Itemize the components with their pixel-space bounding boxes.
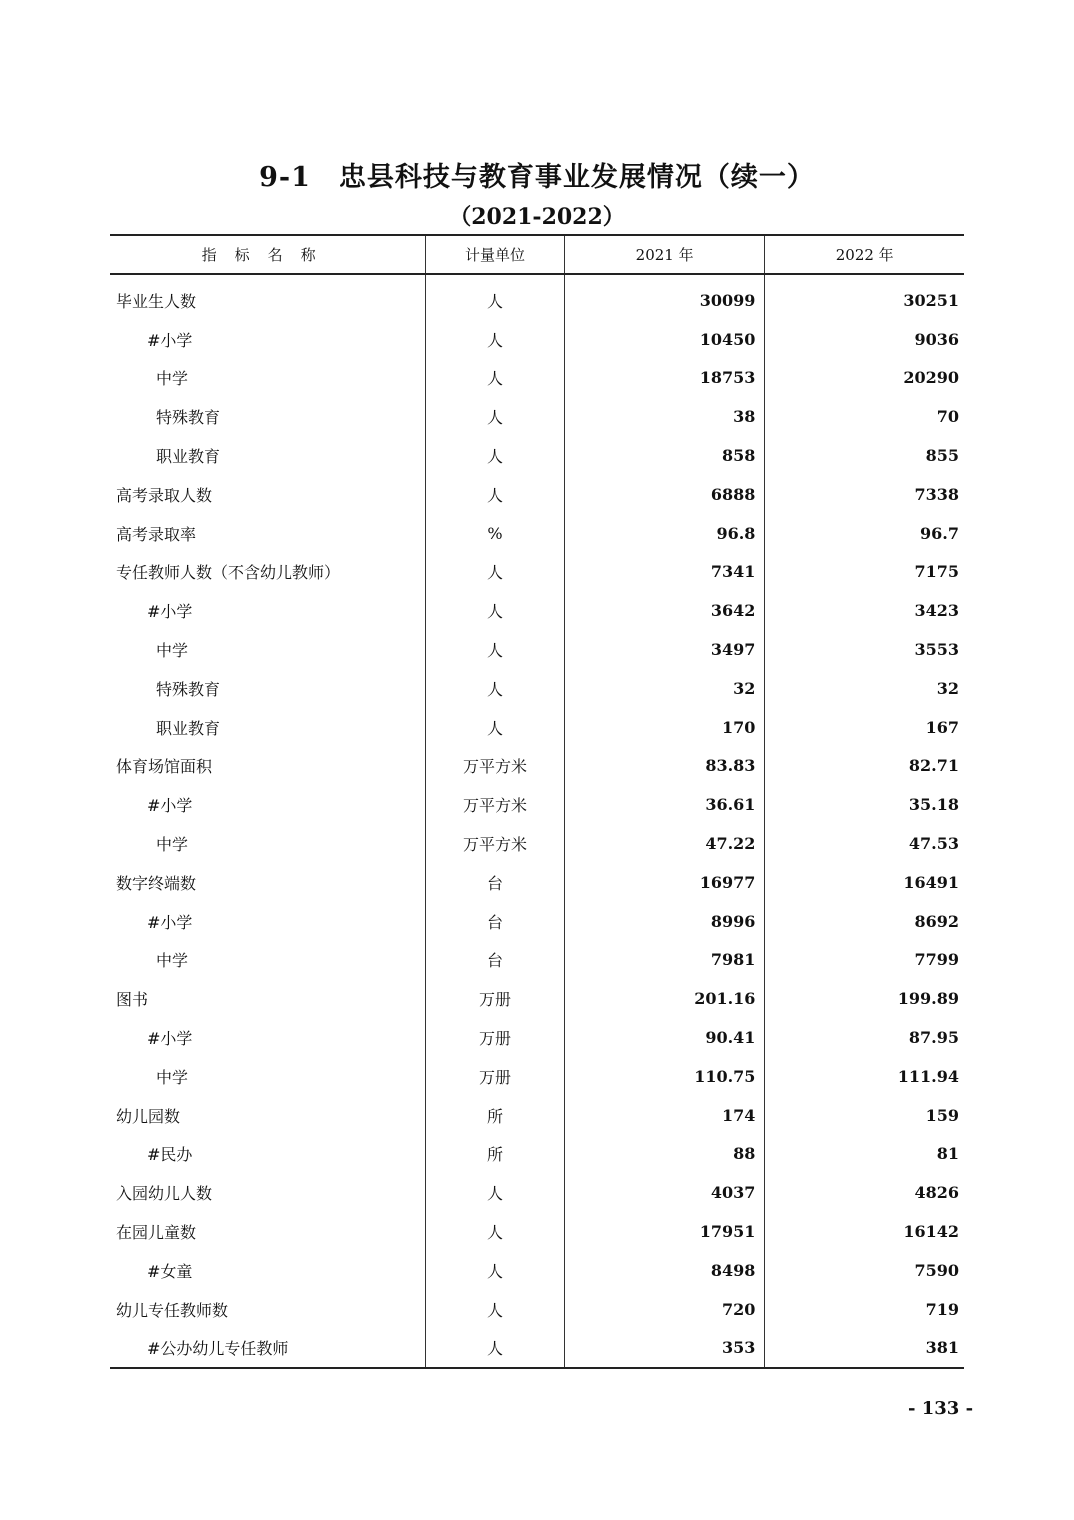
- row-name: 幼儿专任教师数: [116, 1300, 229, 1320]
- table-row: [110, 436, 964, 475]
- row-name: 图书: [116, 990, 149, 1010]
- row-name: 专任教师人数（不含幼儿教师）: [116, 563, 341, 583]
- row-unit: 所: [426, 1096, 565, 1135]
- row-name: 高考录取人数: [116, 485, 213, 505]
- value-2021: 858: [564, 436, 765, 475]
- row-name: 在园儿童数: [116, 1223, 197, 1243]
- table-row: [110, 979, 964, 1018]
- table-row: [110, 397, 964, 436]
- row-name: 中学: [156, 1067, 189, 1087]
- row-unit: 万平方米: [426, 747, 565, 786]
- row-name: 职业教育: [156, 718, 221, 738]
- value-2021: 353: [564, 1329, 765, 1369]
- row-unit: 人: [426, 1329, 565, 1369]
- value-2022: 30251: [765, 274, 964, 320]
- value-2022: 35.18: [765, 785, 964, 824]
- value-2021: 7981: [564, 941, 765, 980]
- header-row: [110, 235, 964, 274]
- row-name: #公办幼儿专任教师: [110, 1329, 426, 1369]
- table-row: [110, 591, 964, 630]
- row-unit: 万平方米: [426, 785, 565, 824]
- value-2022: 719: [765, 1290, 964, 1329]
- value-2022: 111.94: [765, 1057, 964, 1096]
- header-name: 指标名称: [110, 235, 426, 274]
- table-row: [110, 514, 964, 553]
- header-2022: 2022 年: [765, 235, 964, 274]
- table-row: [110, 475, 964, 514]
- row-name: #小学: [147, 1029, 193, 1049]
- row-name: 特殊教育: [156, 408, 221, 428]
- table-row: [110, 553, 964, 592]
- value-2022: 16491: [765, 863, 964, 902]
- value-2021: 30099: [564, 274, 765, 320]
- year-range-subtitle: （2021-2022）: [449, 204, 625, 230]
- value-2021: 90.41: [564, 1018, 765, 1057]
- table-row: [110, 941, 964, 980]
- value-2022: 4826: [765, 1173, 964, 1212]
- table-row: [110, 1135, 964, 1174]
- value-2022: 16142: [765, 1212, 964, 1251]
- row-name: 中学: [156, 835, 189, 855]
- page-number: - 133 -: [908, 1398, 974, 1419]
- value-2022: 381: [765, 1329, 964, 1369]
- value-2021: 88: [564, 1135, 765, 1174]
- row-name: 中学: [156, 641, 189, 661]
- row-name: 中学: [156, 951, 189, 971]
- value-2022: 855: [765, 436, 964, 475]
- table-row: [110, 1173, 964, 1212]
- table-row: [110, 824, 964, 863]
- row-name: 高考录取率: [116, 524, 197, 544]
- value-2022: 9036: [765, 320, 964, 359]
- row-unit: 万册: [426, 1057, 565, 1096]
- row-name: #小学: [147, 912, 193, 932]
- value-2022: 3423: [765, 591, 964, 630]
- row-unit: 人: [426, 591, 565, 630]
- value-2021: 83.83: [564, 747, 765, 786]
- row-unit: 人: [426, 630, 565, 669]
- table-row: [110, 320, 964, 359]
- row-unit: 万平方米: [426, 824, 565, 863]
- row-unit: 人: [426, 475, 565, 514]
- value-2021: 3642: [564, 591, 765, 630]
- value-2021: 6888: [564, 475, 765, 514]
- row-name: 职业教育: [156, 447, 221, 467]
- row-name: 中学: [156, 369, 189, 389]
- value-2021: 720: [564, 1290, 765, 1329]
- value-2021: 32: [564, 669, 765, 708]
- value-2022: 81: [765, 1135, 964, 1174]
- table-row: [110, 1251, 964, 1290]
- row-name: 入园幼儿人数: [116, 1184, 213, 1204]
- table-row: [110, 1329, 964, 1369]
- table-row: [110, 785, 964, 824]
- row-unit: 人: [426, 708, 565, 747]
- value-2021: 174: [564, 1096, 765, 1135]
- table-row: [110, 1018, 964, 1057]
- value-2021: 8498: [564, 1251, 765, 1290]
- row-name: 幼儿园数: [116, 1106, 181, 1126]
- value-2021: 110.75: [564, 1057, 765, 1096]
- table-row: [110, 1290, 964, 1329]
- value-2022: 7338: [765, 475, 964, 514]
- row-name: 数字终端数: [116, 873, 197, 893]
- value-2022: 7175: [765, 553, 964, 592]
- row-unit: 人: [426, 1212, 565, 1251]
- value-2022: 7799: [765, 941, 964, 980]
- row-unit: 人: [426, 436, 565, 475]
- value-2022: 159: [765, 1096, 964, 1135]
- value-2022: 87.95: [765, 1018, 964, 1057]
- value-2022: 47.53: [765, 824, 964, 863]
- value-2022: 8692: [765, 902, 964, 941]
- value-2021: 96.8: [564, 514, 765, 553]
- row-unit: 台: [426, 863, 565, 902]
- value-2022: 70: [765, 397, 964, 436]
- header-unit: 计量单位: [426, 235, 565, 274]
- row-unit: 人: [426, 359, 565, 398]
- row-unit: 万册: [426, 979, 565, 1018]
- row-unit: 人: [426, 320, 565, 359]
- row-unit: 台: [426, 941, 565, 980]
- page-title: [0, 155, 1074, 194]
- row-unit: 人: [426, 553, 565, 592]
- row-unit: 人: [426, 1290, 565, 1329]
- value-2021: 10450: [564, 320, 765, 359]
- value-2021: 16977: [564, 863, 765, 902]
- value-2022: 20290: [765, 359, 964, 398]
- value-2022: 199.89: [765, 979, 964, 1018]
- value-2021: 170: [564, 708, 765, 747]
- row-unit: 人: [426, 669, 565, 708]
- value-2022: 7590: [765, 1251, 964, 1290]
- row-unit: 人: [426, 274, 565, 320]
- value-2021: 3497: [564, 630, 765, 669]
- row-name: 体育场馆面积: [116, 757, 213, 777]
- table-row: [110, 1057, 964, 1096]
- value-2021: 201.16: [564, 979, 765, 1018]
- table-title: 忠县科技与教育事业发展情况（续一）: [338, 162, 815, 193]
- value-2022: 96.7: [765, 514, 964, 553]
- row-name: 毕业生人数: [116, 291, 197, 311]
- table-row: [110, 669, 964, 708]
- value-2021: 18753: [564, 359, 765, 398]
- row-unit: 人: [426, 397, 565, 436]
- value-2022: 32: [765, 669, 964, 708]
- table-row: [110, 359, 964, 398]
- row-name: #小学: [147, 330, 193, 350]
- row-name: 特殊教育: [156, 679, 221, 699]
- table-row: [110, 902, 964, 941]
- value-2021: 4037: [564, 1173, 765, 1212]
- value-2021: 17951: [564, 1212, 765, 1251]
- row-unit: %: [426, 514, 565, 553]
- table-row: [110, 1212, 964, 1251]
- row-unit: 人: [426, 1173, 565, 1212]
- table-row: [110, 630, 964, 669]
- row-name: #女童: [147, 1261, 193, 1281]
- table-row: [110, 1096, 964, 1135]
- table-row: [110, 708, 964, 747]
- value-2021: 36.61: [564, 785, 765, 824]
- row-name: #小学: [147, 796, 193, 816]
- row-unit: 所: [426, 1135, 565, 1174]
- value-2022: 167: [765, 708, 964, 747]
- table-row: [110, 747, 964, 786]
- value-2021: 8996: [564, 902, 765, 941]
- row-name: #小学: [147, 602, 193, 622]
- value-2021: 7341: [564, 553, 765, 592]
- value-2022: 3553: [765, 630, 964, 669]
- value-2021: 38: [564, 397, 765, 436]
- row-unit: 人: [426, 1251, 565, 1290]
- header-2021: 2021 年: [564, 235, 765, 274]
- statistics-table: [110, 234, 964, 1369]
- row-name: #民办: [147, 1145, 193, 1165]
- table-row: [110, 863, 964, 902]
- row-unit: 台: [426, 902, 565, 941]
- value-2022: 82.71: [765, 747, 964, 786]
- value-2021: 47.22: [564, 824, 765, 863]
- row-unit: 万册: [426, 1018, 565, 1057]
- table-row: [110, 274, 964, 320]
- table-number: 9-1: [259, 162, 311, 193]
